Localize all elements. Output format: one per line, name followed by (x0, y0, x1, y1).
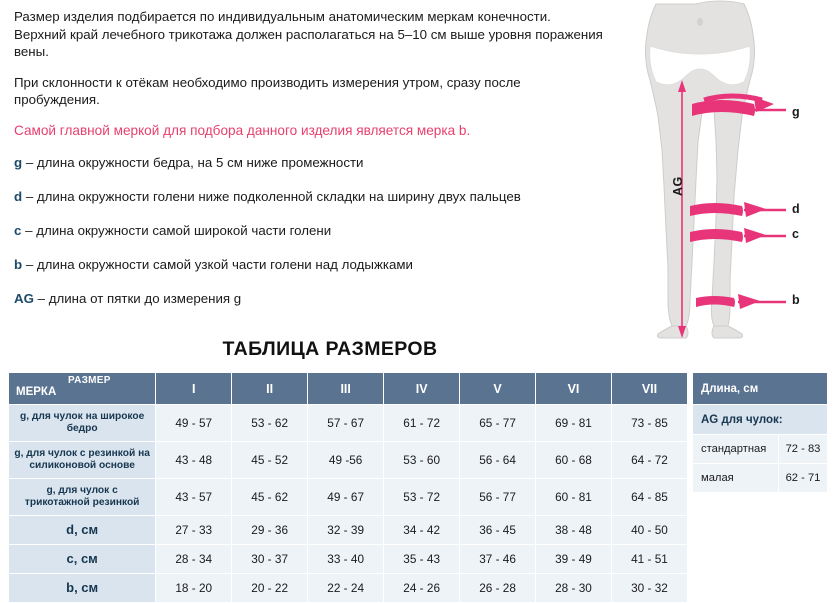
cell-g-knit-5: 56 - 77 (460, 479, 536, 516)
table-row (9, 574, 688, 603)
cell-g-silicone-5: 56 - 64 (460, 442, 536, 479)
cell-g-wide-hip-1: 49 - 57 (156, 405, 232, 442)
corner-label-size: РАЗМЕР (68, 375, 111, 386)
figure-label-d: d (792, 202, 800, 216)
length-table-section: AG для чулок: (693, 405, 828, 435)
row-label-b: b, см (9, 574, 156, 603)
row-label-d: d, см (9, 516, 156, 545)
intro-paragraph-2: При склонности к отёкам необходимо производить измерения утром, сразу после пробуждения. (14, 74, 521, 107)
size-table (8, 372, 688, 603)
column-header-6: VI (536, 373, 612, 405)
table-header-row (9, 373, 688, 405)
length-table-header-row (693, 373, 828, 405)
legend-item-ag (14, 290, 604, 307)
length-row-label-standard: стандартная (693, 435, 779, 464)
cell-b-1: 18 - 20 (156, 574, 232, 603)
figure-label-c: c (792, 227, 799, 241)
table-corner-header (9, 373, 156, 405)
cell-g-silicone-3: 49 -56 (308, 442, 384, 479)
length-row-value-standard: 72 - 83 (779, 435, 828, 464)
leg-measurement-illustration (604, 0, 836, 340)
body-figure-svg (604, 0, 836, 340)
cell-g-knit-3: 49 - 67 (308, 479, 384, 516)
cell-g-wide-hip-2: 53 - 62 (232, 405, 308, 442)
cell-d-4: 34 - 42 (384, 516, 460, 545)
cell-c-4: 35 - 43 (384, 545, 460, 574)
legend-key-g: g (14, 155, 23, 170)
cell-g-silicone-7: 64 - 72 (611, 442, 687, 479)
figure-label-g: g (792, 105, 800, 119)
cell-c-7: 41 - 51 (611, 545, 687, 574)
cell-c-2: 30 - 37 (232, 545, 308, 574)
cell-d-1: 27 - 33 (156, 516, 232, 545)
cell-c-1: 28 - 34 (156, 545, 232, 574)
legend-item-b (14, 256, 604, 273)
legend-item-g (14, 154, 604, 171)
cell-g-wide-hip-5: 65 - 77 (460, 405, 536, 442)
cell-d-2: 29 - 36 (232, 516, 308, 545)
legend-text-ag: – длина от пятки до измерения g (33, 291, 242, 306)
cell-g-knit-4: 53 - 72 (384, 479, 460, 516)
legend-text-c: – длина окружности самой широкой части голени (21, 223, 332, 238)
cell-g-knit-6: 60 - 81 (536, 479, 612, 516)
row-label-c: c, см (9, 545, 156, 574)
length-table (692, 372, 828, 493)
column-header-3: III (308, 373, 384, 405)
figure-label-ag: AG (671, 176, 685, 196)
cell-b-2: 20 - 22 (232, 574, 308, 603)
cell-b-7: 30 - 32 (611, 574, 687, 603)
table-row (693, 405, 828, 435)
cell-d-3: 32 - 39 (308, 516, 384, 545)
figure-label-b: b (792, 293, 800, 307)
table-row (9, 516, 688, 545)
table-row (693, 464, 828, 493)
legend-text-g: – длина окружности бедра, на 5 см ниже промежности (22, 155, 364, 170)
cell-g-wide-hip-7: 73 - 85 (611, 405, 687, 442)
cell-g-silicone-4: 53 - 60 (384, 442, 460, 479)
size-table-title: ТАБЛИЦА РАЗМЕРОВ (222, 338, 438, 360)
table-row (9, 442, 688, 479)
length-row-value-small: 62 - 71 (779, 464, 828, 493)
length-row-label-small: малая (693, 464, 779, 493)
row-label-g-knit: g, для чулок с трикотажной резинкой (9, 479, 156, 516)
cell-g-wide-hip-6: 69 - 81 (536, 405, 612, 442)
intro-paragraph-1: Размер изделия подбирается по индивидуальным анатомическим меркам конечности. Верхний край лечебного трикотажа должен располагаться на 5–10 см выше уровня поражения вены. (14, 9, 603, 59)
table-row (9, 545, 688, 574)
row-label-g-silicone: g, для чулок с резинкой на силиконовой основе (9, 442, 156, 479)
legend-key-b: b (14, 257, 23, 272)
length-table-header: Длина, см (693, 373, 828, 405)
legend-item-d (14, 188, 604, 205)
legend-key-d: d (14, 189, 23, 204)
table-row (693, 435, 828, 464)
intro-paragraph-highlight: Самой главной меркой для подбора данного изделия является мерка b. (14, 122, 471, 138)
cell-c-5: 37 - 46 (460, 545, 536, 574)
cell-b-5: 26 - 28 (460, 574, 536, 603)
legend-key-c: c (14, 223, 22, 238)
cell-c-3: 33 - 40 (308, 545, 384, 574)
cell-b-4: 24 - 26 (384, 574, 460, 603)
cell-d-5: 36 - 45 (460, 516, 536, 545)
cell-g-silicone-6: 60 - 68 (536, 442, 612, 479)
cell-g-knit-2: 45 - 62 (232, 479, 308, 516)
legend-key-ag: AG (14, 291, 34, 306)
cell-b-3: 22 - 24 (308, 574, 384, 603)
row-label-g-wide-hip: g, для чулок на широкое бедро (9, 405, 156, 442)
corner-label-measure: МЕРКА (16, 386, 57, 398)
table-row (9, 479, 688, 516)
column-header-2: II (232, 373, 308, 405)
column-header-5: V (460, 373, 536, 405)
legend-item-c (14, 222, 604, 239)
column-header-1: I (156, 373, 232, 405)
cell-g-wide-hip-4: 61 - 72 (384, 405, 460, 442)
cell-g-knit-1: 43 - 57 (156, 479, 232, 516)
table-row (9, 405, 688, 442)
instructions-column (14, 8, 604, 324)
cell-g-silicone-1: 43 - 48 (156, 442, 232, 479)
cell-g-silicone-2: 45 - 52 (232, 442, 308, 479)
column-header-4: IV (384, 373, 460, 405)
cell-g-wide-hip-3: 57 - 67 (308, 405, 384, 442)
cell-g-knit-7: 64 - 85 (611, 479, 687, 516)
column-header-7: VII (611, 373, 687, 405)
cell-d-7: 40 - 50 (611, 516, 687, 545)
cell-d-6: 38 - 48 (536, 516, 612, 545)
cell-c-6: 39 - 49 (536, 545, 612, 574)
legend-text-d: – длина окружности голени ниже подколенной складки на ширину двух пальцев (22, 189, 521, 204)
cell-b-6: 28 - 30 (536, 574, 612, 603)
legend-text-b: – длина окружности самой узкой части голени над лодыжками (22, 257, 413, 272)
